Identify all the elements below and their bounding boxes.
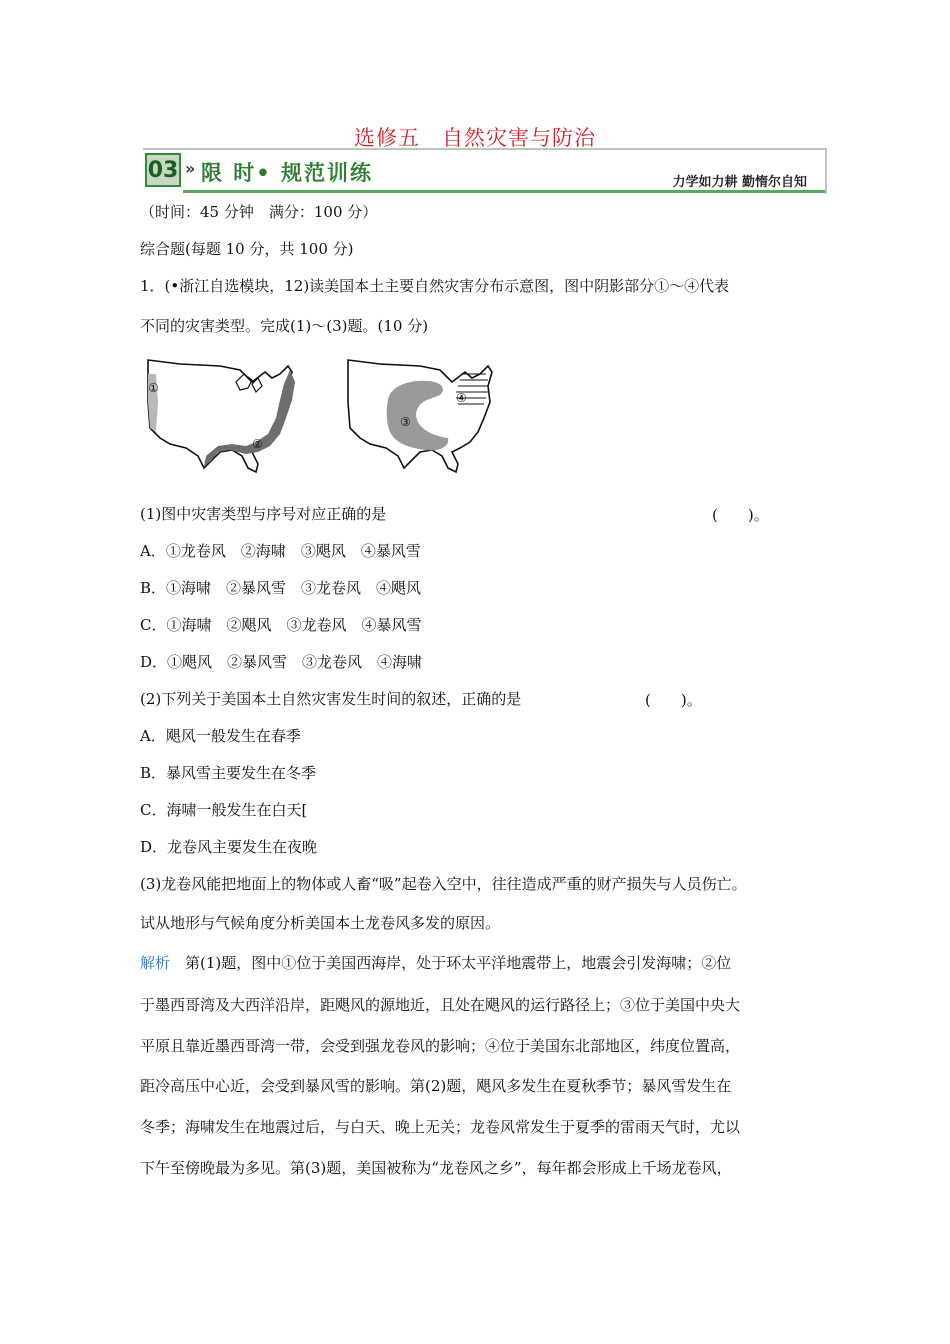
banner-title: 限 时• 规范训练	[201, 161, 374, 185]
answer-blank-1: ( )。	[712, 506, 769, 524]
us-disaster-maps	[140, 352, 500, 477]
map-label-4: ④	[456, 391, 467, 405]
option-2a: A．飓风一般发生在春季	[140, 727, 301, 745]
option-1c: C．①海啸 ②飓风 ③龙卷风 ④暴风雪	[140, 616, 422, 634]
option-2d: D．龙卷风主要发生在夜晚	[140, 838, 318, 856]
time-info: （时间：45 分钟 满分：100 分）	[140, 203, 378, 221]
map-label-3: ③	[400, 415, 411, 429]
question-stem: 不同的灾害类型。完成(1)～(3)题。(10 分)	[140, 317, 429, 335]
option-2b: B．暴风雪主要发生在冬季	[140, 764, 317, 782]
section-heading: 综合题(每题 10 分，共 100 分)	[140, 240, 354, 258]
map-right	[348, 360, 492, 472]
option-1a: A．①龙卷风 ②海啸 ③飓风 ④暴风雪	[140, 542, 421, 560]
option-2c: C．海啸一般发生在白天[	[140, 801, 308, 819]
sub-question-2: (2)下列关于美国本土自然灾害发生时间的叙述，正确的是	[140, 690, 522, 708]
analysis-label: 解析	[140, 954, 171, 972]
question-stem: 1．(•浙江自选模块，12)读美国本土主要自然灾害分布示意图，图中阴影部分①～④代表	[140, 277, 730, 295]
analysis-line: 距冷高压中心近，会受到暴风雪的影响。第(2)题，飓风多发生在夏秋季节；暴风雪发生在	[140, 1077, 732, 1095]
answer-blank-2: ( )。	[645, 691, 702, 709]
map-label-2: ②	[252, 437, 263, 451]
banner-underline	[183, 190, 825, 193]
map-label-1: ①	[148, 381, 159, 395]
sub-question-3: (3)龙卷风能把地面上的物体或人畜“吸”起卷入空中，往往造成严重的财产损失与人员伤亡。	[140, 875, 747, 893]
sub-question-3: 试从地形与气候角度分析美国本土龙卷风多发的原因。	[140, 914, 501, 932]
banner-motto: 力学如力耕 勤惰尔自知	[672, 175, 807, 190]
analysis-line: 冬季；海啸发生在地震过后，与白天、晚上无关；龙卷风常发生于夏季的雷雨天气时，尤以	[140, 1118, 741, 1136]
analysis-line	[140, 953, 731, 973]
sub-question-1: (1)图中灾害类型与序号对应正确的是	[140, 505, 387, 523]
map-left	[148, 360, 295, 472]
option-1b: B．①海啸 ②暴风雪 ③龙卷风 ④飓风	[140, 579, 422, 597]
analysis-text: 第(1)题，图中①位于美国西海岸，处于环太平洋地震带上，地震会引发海啸；②位	[170, 954, 732, 972]
chevron-icon: »	[185, 159, 196, 178]
option-1d: D．①飓风 ②暴风雪 ③龙卷风 ④海啸	[140, 653, 423, 671]
banner-badge: 03	[145, 153, 181, 187]
analysis-line: 平原且靠近墨西哥湾一带，会受到强龙卷风的影响；④位于美国东北部地区，纬度位置高，	[140, 1037, 741, 1055]
analysis-line: 下午至傍晚最为多见。第(3)题，美国被称为“龙卷风之乡”，每年都会形成上千场龙卷风，	[140, 1159, 732, 1177]
section-banner	[143, 148, 827, 194]
analysis-line: 于墨西哥湾及大西洋沿岸，距飓风的源地近，且处在飓风的运行路径上；③位于美国中央大	[140, 996, 741, 1014]
page-title: 选修五 自然灾害与防治	[354, 126, 596, 150]
